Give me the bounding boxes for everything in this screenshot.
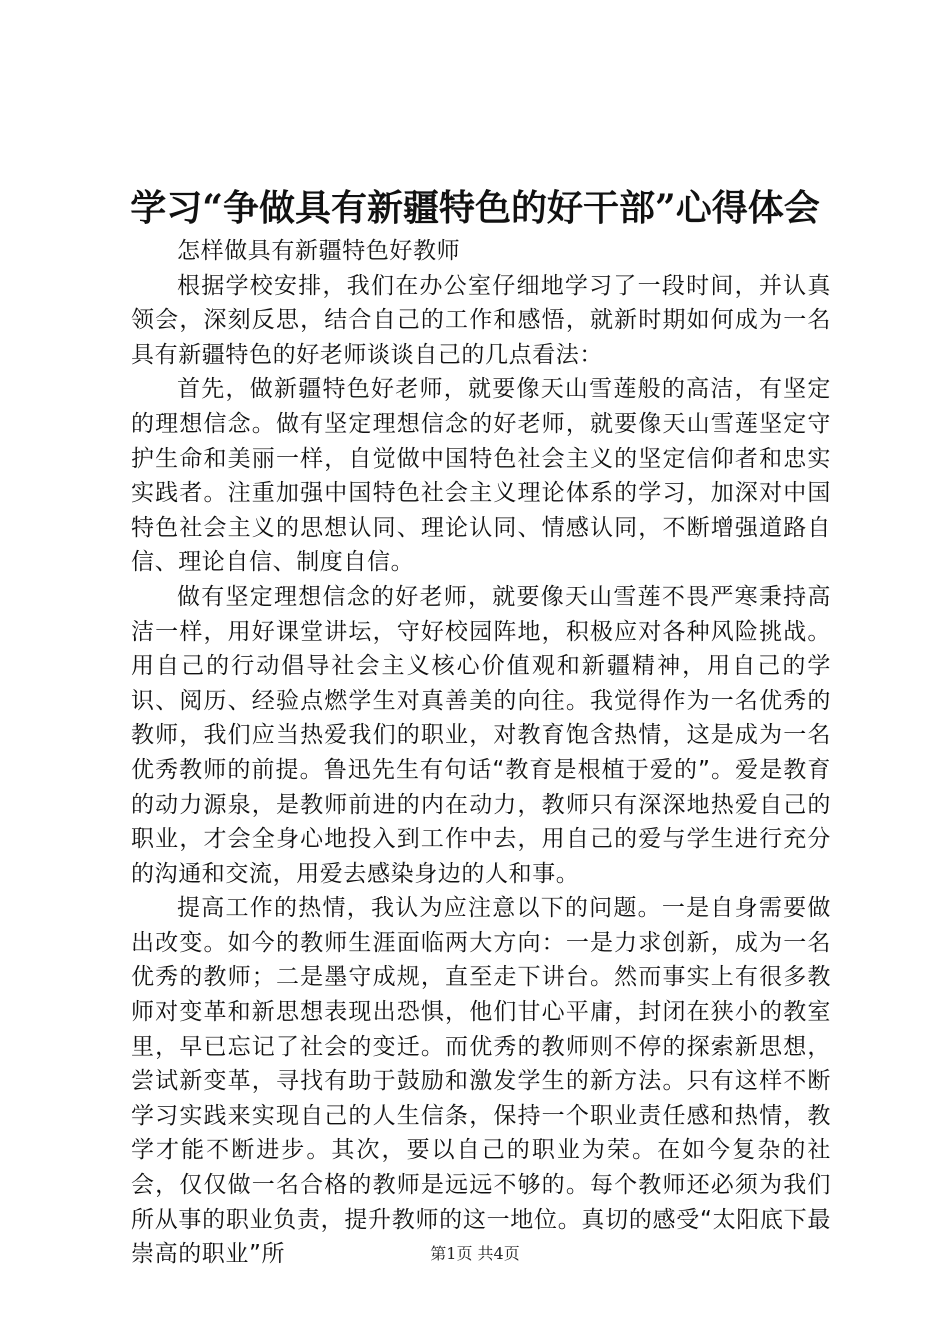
document-subtitle: 怎样做具有新疆特色好教师 [177, 238, 461, 264]
page-number-footer: 第1页 共4页 [430, 1244, 520, 1263]
paragraph-3: 做有坚定理想信念的好老师，就要像天山雪莲不畏严寒秉持高洁一样，用好课堂讲坛，守好校园阵地，积极应对各种风险挑战。用自己的行动倡导社会主义核心价值观和新疆精神，用自己的学识、阅历、经验点燃学生对真善美的向往。我觉得作为一名优秀的教师，我们应当热爱我们的职业，对教育饱含热情，这是成为一名优秀教师的前提。鲁迅先生有句话“教育是根植于爱的”。爱是教育的动力源泉，是教师前进的内在动力，教师只有深深地热爱自己的职业，才会全身心地投入到工作中去，用自己的爱与学生进行充分的沟通和交流，用爱去感染身边的人和事。 [131, 583, 831, 887]
paragraph-1: 根据学校安排，我们在办公室仔细地学习了一段时间，并认真领会，深刻反思，结合自己的工作和感悟，就新时期如何成为一名具有新疆特色的好老师谈谈自己的几点看法： [131, 272, 831, 368]
paragraph-2: 首先，做新疆特色好老师，就要像天山雪莲般的高洁，有坚定的理想信念。做有坚定理想信念的好老师，就要像天山雪莲坚定守护生命和美丽一样，自觉做中国特色社会主义的坚定信仰者和忠实实践者。注重加强中国特色社会主义理论体系的学习，加深对中国特色社会主义的思想认同、理论认同、情感认同，不断增强道路自信、理论自信、制度自信。 [131, 376, 831, 576]
paragraph-4: 提高工作的热情，我认为应注意以下的问题。一是自身需要做出改变。如今的教师生涯面临两大方向：一是力求创新，成为一名优秀的教师；二是墨守成规，直至走下讲台。然而事实上有很多教师对变革和新思想表现出恐惧，他们甘心平庸，封闭在狭小的教室里，早已忘记了社会的变迁。而优秀的教师则不停的探索新思想，尝试新变革，寻找有助于鼓励和激发学生的新方法。只有这样不断学习实践来实现自己的人生信条，保持一个职业责任感和热情，教学才能不断进步。其次，要以自己的职业为荣。在如今复杂的社会，仅仅做一名合格的教师是远远不够的。每个教师还必须为我们所从事的职业负责，提升教师的这一地位。真切的感受“太阳底下最崇高的职业”所 [131, 895, 831, 1268]
document-title: 学习“争做具有新疆特色的好干部”心得体会 [130, 187, 820, 229]
document-body [131, 234, 831, 1272]
